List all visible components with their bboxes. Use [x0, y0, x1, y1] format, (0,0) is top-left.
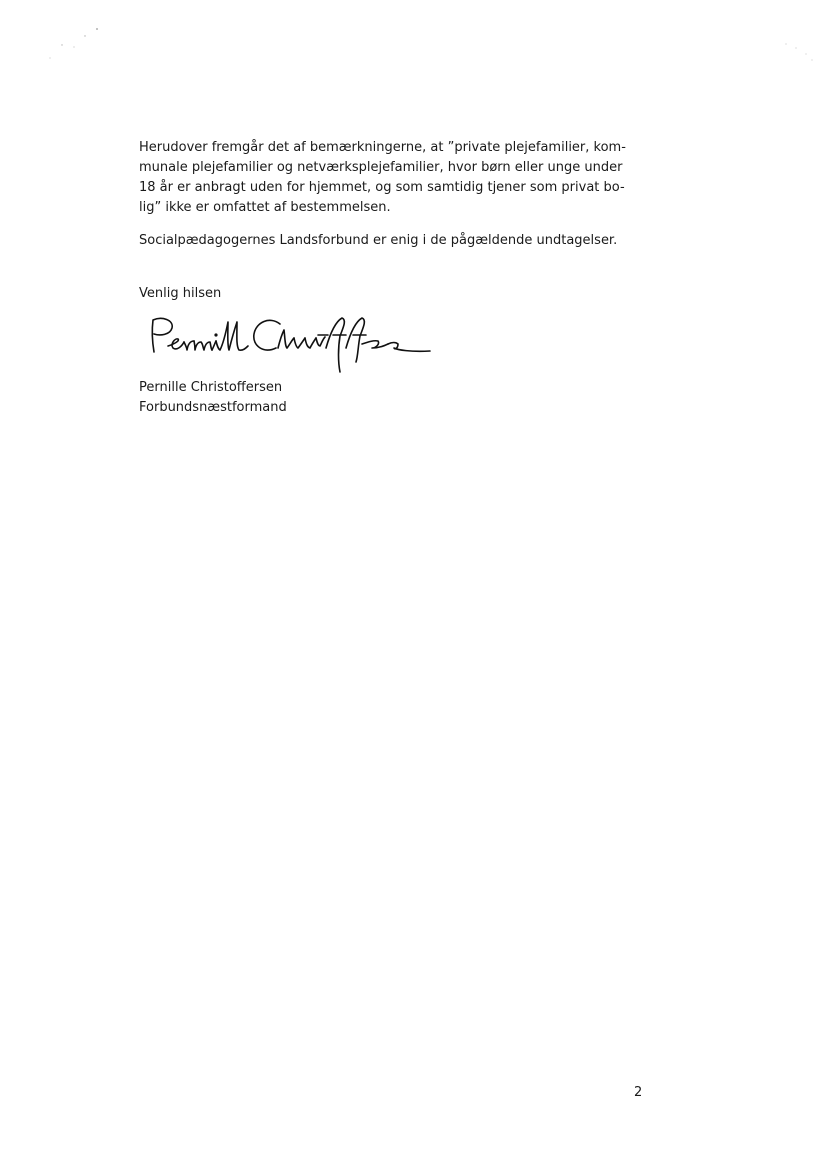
page-number: 2	[634, 1085, 643, 1100]
paragraph-line: 18 år er anbragt uden for hjemmet, og som samtidig tjener som privat bo-	[139, 180, 625, 195]
paragraph-line: lig” ikke er omfattet af bestemmelsen.	[139, 200, 391, 215]
handwritten-signature	[140, 308, 440, 380]
body-paragraph-agreement: Socialpædagogernes Landsforbund er enig i de pågældende undtagelser.	[139, 233, 618, 248]
paragraph-line: Herudover fremgår det af bemærkningerne, at ”private plejefamilier, kom-	[139, 140, 626, 155]
signer-title: Forbundsnæstformand	[139, 400, 287, 415]
body-paragraph-exemptions	[139, 138, 626, 218]
closing-salutation: Venlig hilsen	[139, 286, 222, 301]
paragraph-line: munale plejefamilier og netværksplejefamilier, hvor børn eller unge under	[139, 160, 623, 175]
signer-name: Pernille Christoffersen	[139, 380, 283, 395]
scan-specks	[0, 0, 826, 80]
